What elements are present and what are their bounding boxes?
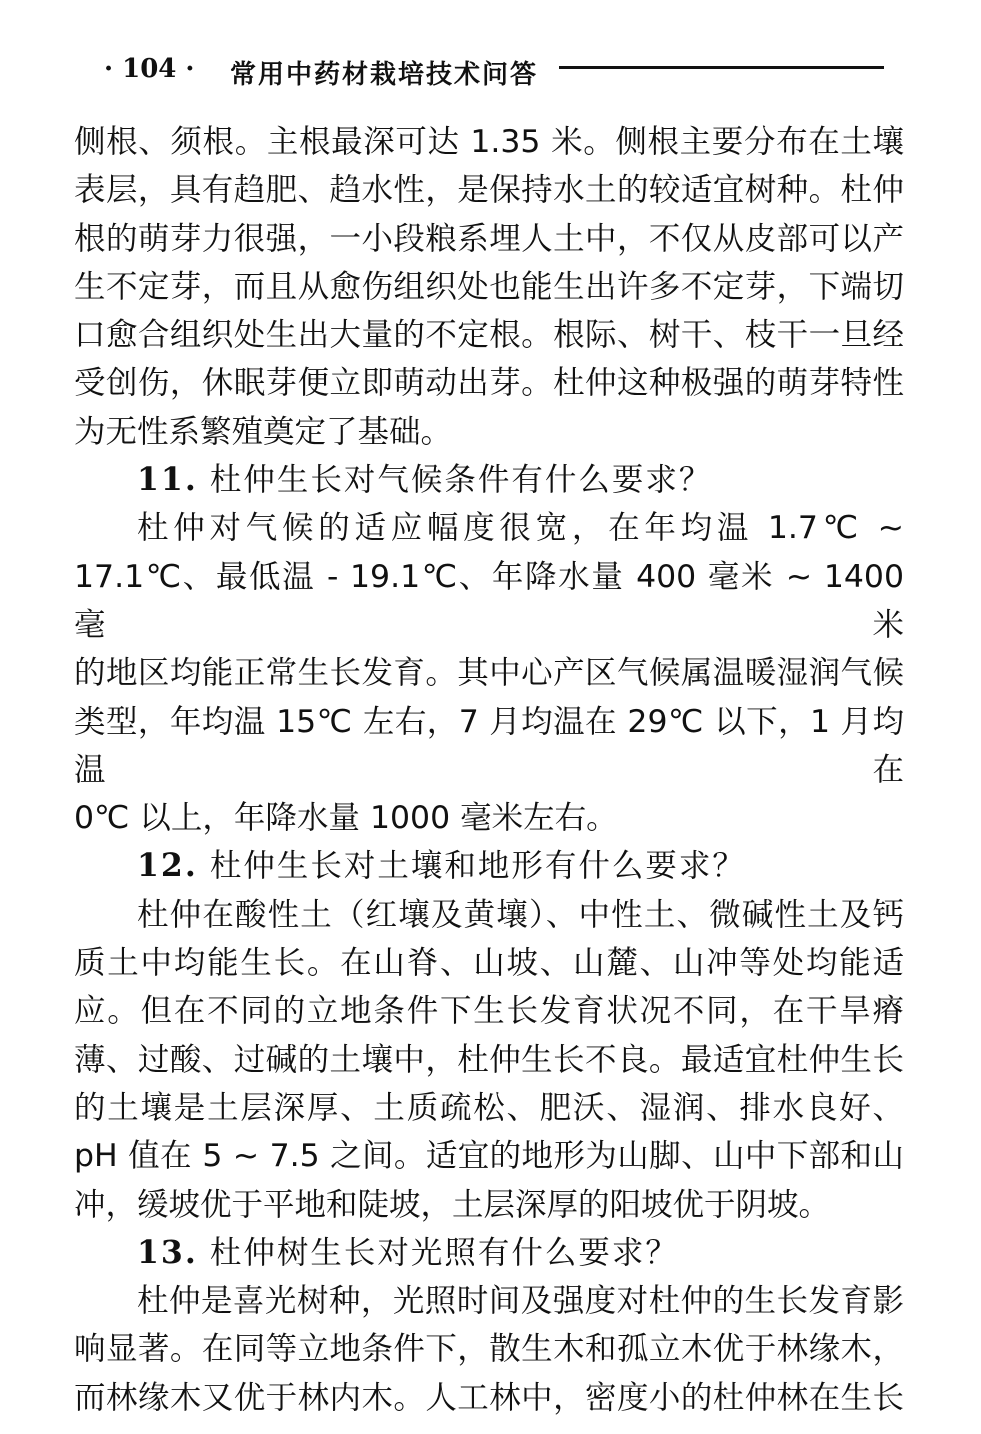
text-line: 质土中均能生长。在山脊、山坡、山麓、山冲等处均能适 — [74, 945, 904, 982]
header-rule — [559, 66, 884, 69]
text-line: 生不定芽，而且从愈伤组织处也能生出许多不定芽，下端切 — [74, 268, 904, 305]
question-number: 13. — [137, 1233, 198, 1271]
text-line: 而林缘木又优于林内木。人工林中，密度小的杜仲林在生长 — [74, 1379, 904, 1416]
question-13-heading — [74, 1229, 904, 1277]
text-line: 的土壤是土层深厚、土质疏松、肥沃、湿润、排水良好、 — [74, 1089, 904, 1126]
text-line: pH 值在 5 ~ 7.5 之间。适宜的地形为山脚、山中下部和山 — [74, 1138, 904, 1175]
text-line: 杜仲对气候的适应幅度很宽，在年均温 1.7℃ ~ — [137, 510, 904, 547]
text-line: 的地区均能正常生长发育。其中心产区气候属温暖湿润气候 — [74, 655, 904, 692]
question-number: 12. — [137, 847, 198, 885]
paragraph-light — [74, 1277, 904, 1422]
text-line: 响显著。在同等立地条件下，散生木和孤立木优于林缘木， — [74, 1331, 904, 1368]
question-text: 杜仲生长对土壤和地形有什么要求？ — [209, 848, 746, 885]
page-number: · 104 · — [104, 54, 195, 84]
question-11-heading — [74, 456, 904, 504]
text-line: 为无性系繁殖奠定了基础。 — [74, 413, 453, 450]
running-title: 常用中药材栽培技术问答 — [230, 60, 539, 90]
question-number: 11. — [137, 461, 198, 499]
text-line: 表层，具有趋肥、趋水性，是保持水土的较适宜树种。杜仲 — [74, 172, 904, 209]
paragraph-roots — [74, 118, 904, 456]
page-header — [104, 44, 884, 92]
text-line: 应。但在不同的立地条件下生长发育状况不同，在干旱瘠 — [74, 993, 904, 1030]
text-line: 侧根、须根。主根最深可达 1.35 米。侧根主要分布在土壤 — [74, 124, 904, 160]
paragraph-soil — [74, 891, 904, 1229]
text-line: 17.1℃、最低温 - 19.1℃、年降水量 400 毫米 ~ 1400 毫米 — [74, 558, 904, 643]
page-body — [74, 118, 904, 1422]
text-line: 0℃ 以上，年降水量 1000 毫米左右。 — [74, 800, 618, 837]
text-line: 冲，缓坡优于平地和陡坡，土层深厚的阳坡优于阴坡。 — [74, 1186, 831, 1223]
question-text: 杜仲树生长对光照有什么要求？ — [209, 1234, 679, 1271]
text-line: 根的萌芽力很强，一小段粮系埋人土中，不仅从皮部可以产 — [74, 220, 904, 257]
text-line: 杜仲在酸性土（红壤及黄壤）、中性土、微碱性土及钙 — [137, 896, 904, 933]
text-line: 类型，年均温 15℃ 左右，7 月均温在 29℃ 以下，1 月均温在 — [74, 703, 904, 788]
text-line: 薄、过酸、过碱的土壤中，杜仲生长不良。最适宜杜仲生长 — [74, 1041, 904, 1078]
text-line: 口愈合组织处生出大量的不定根。根际、树干、枝干一旦经 — [74, 317, 904, 354]
question-text: 杜仲生长对气候条件有什么要求？ — [209, 462, 713, 499]
text-line: 受创伤，休眠芽便立即萌动出芽。杜仲这种极强的萌芽特性 — [74, 365, 904, 402]
question-12-heading — [74, 842, 904, 890]
paragraph-climate — [74, 504, 904, 842]
text-line: 杜仲是喜光树种，光照时间及强度对杜仲的生长发育影 — [137, 1283, 904, 1320]
